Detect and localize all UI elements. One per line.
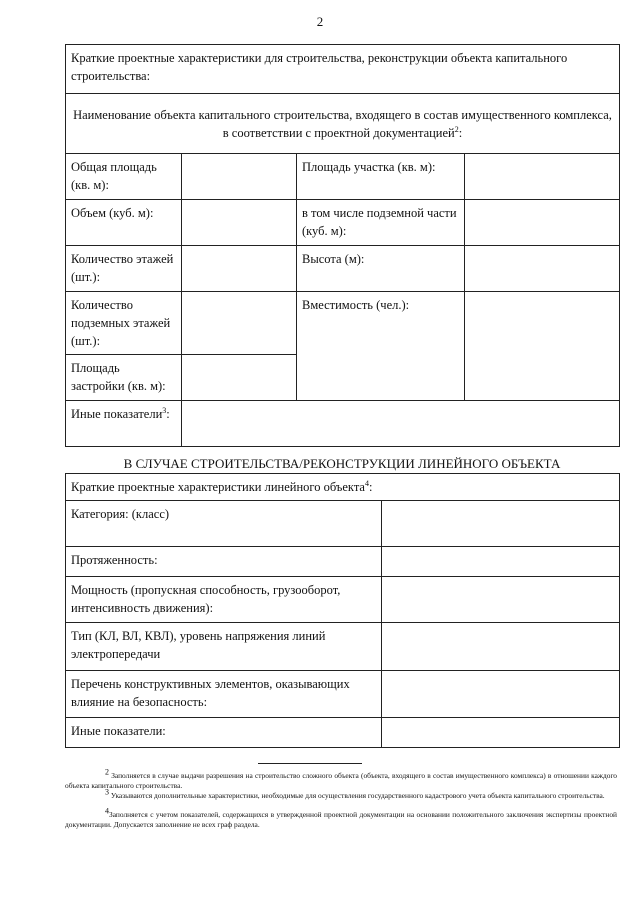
footnote-2-ref: 2 xyxy=(105,767,109,777)
footnote-4-ref: 4 xyxy=(105,806,109,816)
footnote-ref-3: 3 xyxy=(162,405,167,415)
total-area-value[interactable] xyxy=(182,154,297,200)
table2-header-text: Краткие проектные характеристики линейного объекта xyxy=(71,480,365,494)
height-label: Высота (м): xyxy=(297,246,465,292)
capacity-throughput-value[interactable] xyxy=(382,577,620,623)
volume-value[interactable] xyxy=(182,200,297,246)
site-area-label: Площадь участка (кв. м): xyxy=(297,154,465,200)
underground-volume-label: в том числе подземной части (куб. м): xyxy=(297,200,465,246)
length-label: Протяженность: xyxy=(66,547,382,577)
footnote-3-ref: 3 xyxy=(105,787,109,797)
page-number: 2 xyxy=(316,14,324,29)
floors-value[interactable] xyxy=(182,246,297,292)
footnote-2-text: Заполняется в случае выдачи разрешения на строительство сложного объекта (объекта, входящего в состав имущественного комплекса) в отношении каждого объекта капитального строительства. xyxy=(65,771,617,790)
object-name-row xyxy=(66,94,620,154)
footnote-ref-2: 2 xyxy=(454,124,459,134)
underground-floors-label: Количество подземных этажей (шт.): xyxy=(66,292,182,355)
capacity-label: Вместимость (чел.): xyxy=(297,292,465,401)
linear-object-characteristics-table xyxy=(65,473,620,748)
site-area-value[interactable] xyxy=(465,154,620,200)
power-line-type-value[interactable] xyxy=(382,623,620,671)
other-indicators-text: Иные показатели xyxy=(71,407,163,421)
structural-elements-label: Перечень конструктивных элементов, оказывающих влияние на безопасность: xyxy=(66,671,382,718)
footnote-divider xyxy=(258,763,362,764)
footnote-3-text: Указываются дополнительные характеристики, необходимые для осуществления государственного кадастрового учета объекта капитального строительства. xyxy=(110,791,605,800)
category-label: Категория: (класс) xyxy=(66,501,382,547)
underground-floors-value[interactable] xyxy=(182,292,297,355)
capital-object-characteristics-table xyxy=(65,44,620,447)
other-indicators-label xyxy=(66,401,182,447)
length-value[interactable] xyxy=(382,547,620,577)
footnote-3 xyxy=(65,787,617,801)
power-line-type-label: Тип (КЛ, ВЛ, КВЛ), уровень напряжения линий электропередачи xyxy=(66,623,382,671)
footnote-2 xyxy=(65,767,617,791)
table1-header: Краткие проектные характеристики для строительства, реконструкции объекта капитального строительства: xyxy=(66,45,620,94)
footnote-4-text: Заполняется с учетом показателей, содержащихся в утвержденной проектной документации на основании положительного заключения экспертизы проектной документации. Допускается заполнение не всех граф раздела. xyxy=(65,810,617,829)
table2-header xyxy=(66,474,620,501)
building-area-value[interactable] xyxy=(182,355,297,401)
underground-volume-value[interactable] xyxy=(465,200,620,246)
volume-label: Объем (куб. м): xyxy=(66,200,182,246)
linear-object-section-title: В СЛУЧАЕ СТРОИТЕЛЬСТВА/РЕКОНСТРУКЦИИ ЛИНЕЙНОГО ОБЪЕКТА xyxy=(123,456,561,471)
object-name-label: Наименование объекта капитального строительства, входящего в состав имущественного комплекса, в соответствии с проектной документацией xyxy=(73,107,612,140)
object-name-tail: : xyxy=(458,125,463,140)
linear-other-indicators-label: Иные показатели: xyxy=(66,718,382,748)
floors-label: Количество этажей (шт.): xyxy=(66,246,182,292)
total-area-label: Общая площадь (кв. м): xyxy=(66,154,182,200)
table2-header-tail: : xyxy=(368,480,373,494)
building-area-label: Площадь застройки (кв. м): xyxy=(66,355,182,401)
capacity-throughput-label: Мощность (пропускная способность, грузооборот, интенсивность движения): xyxy=(66,577,382,623)
other-indicators-value[interactable] xyxy=(182,401,620,447)
structural-elements-value[interactable] xyxy=(382,671,620,718)
capacity-value[interactable] xyxy=(465,292,620,401)
footnote-ref-4: 4 xyxy=(364,478,369,488)
linear-other-indicators-value[interactable] xyxy=(382,718,620,748)
footnote-4 xyxy=(65,806,617,830)
category-value[interactable] xyxy=(382,501,620,547)
height-value[interactable] xyxy=(465,246,620,292)
other-indicators-tail: : xyxy=(166,407,170,421)
